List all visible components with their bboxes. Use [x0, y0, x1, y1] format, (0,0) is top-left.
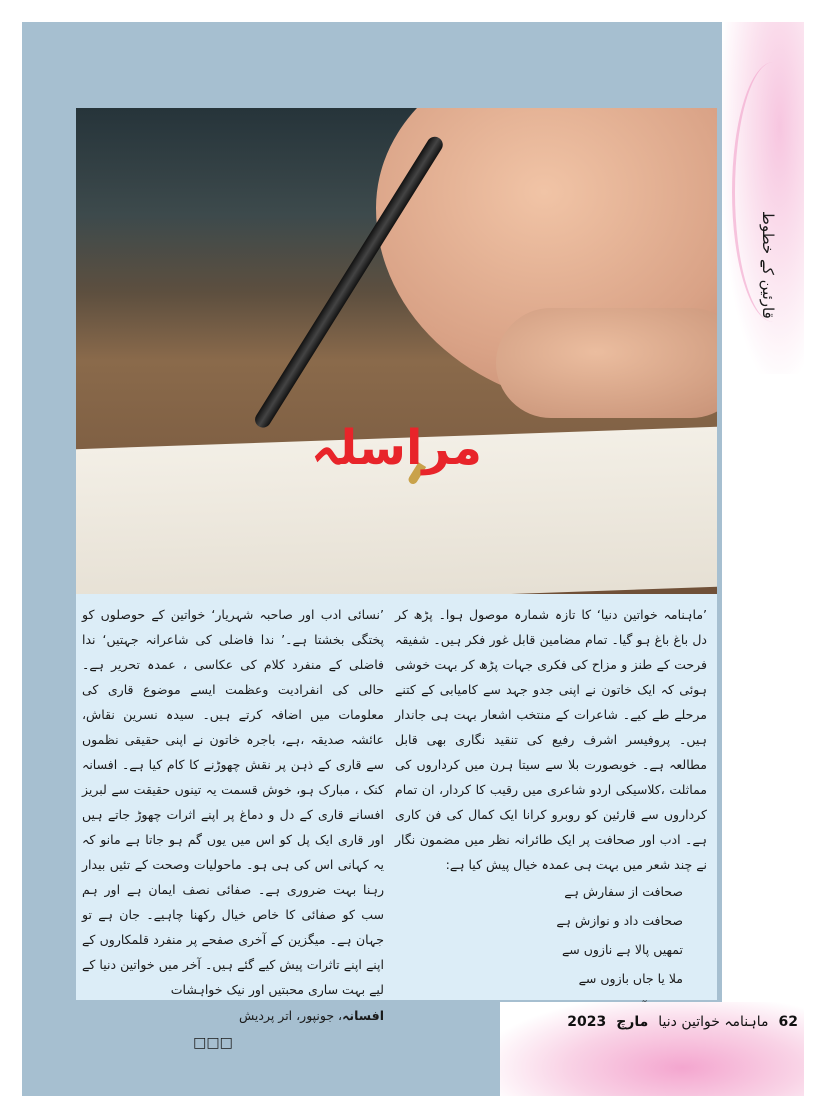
footer: [508, 1008, 798, 1036]
verse-line: صحافت داد و نوازش ہے: [556, 913, 683, 928]
column-right: [395, 602, 707, 1051]
verse-line: صحافت از سفارش ہے: [564, 884, 683, 899]
author-signature: [82, 1002, 384, 1029]
verse-line: تمھیں پالا ہے نازوں سے: [561, 942, 683, 957]
hero-photo-hand-writing: [76, 108, 717, 594]
author-place: ، جونپور، اتر پردیش: [238, 1008, 343, 1023]
paragraph-left: ’نسائی ادب اور صاحبہ شہریار‘ خواتین کے حوصلوں کو پختگی بخشتا ہے۔’ ندا فاضلی کی شاعرانہ جہتیں‘ ندا فاضلی کے منفرد کلام کی عکاسی ، عمدہ تحریر ہے۔ حالی کی انفرادیت وعظمت ایسے موضوع قاری کی معلومات میں اضافہ کرتے ہیں۔ سیدہ نسرین نقاش، عائشہ صدیقہ ،ہے، باجرہ خاتون نے اپنی حقیقی نظموں سے قاری کے ذہن پر نقش چھوڑنے کا کام کیا ہے۔ افسانہ کنک ، مبارک ہو، خوش قسمت یہ تینوں حقیقت سے لبریز افسانے قاری کے دل و دماغ پر اپنے اثرات چھوڑ جاتے ہیں اور قاری ایک پل کو اس میں یوں گم ہو جاتا ہے مانو کہ یہ کہانی اس کی ہی ہو۔ ماحولیات وصحت کے تئیں بیدار رہنا بہت ضروری ہے۔ صفائی نصف ایمان ہے اور ہم سب کو صفائی کا خاص خیال رکھنا چاہیے۔ جان ہے تو جہان ہے۔ میگزین کے آخری صفحے پر منفرد قلمکاروں کے اپنے اپنے تاثرات پیش کیے گئے ہیں۔ آخر میں خواتین دنیا کے لیے بہت ساری محبتیں اور نیک خواہشات: [82, 607, 384, 997]
page-number: 62: [778, 1014, 798, 1030]
verse-line: ملا یا جاں بازوں سے: [578, 971, 683, 986]
footer-magazine: ماہنامہ خواتین دنیا: [658, 1014, 769, 1030]
finger-shape: [496, 308, 717, 418]
end-mark: □□□: [193, 1035, 233, 1051]
article-title: مراسلہ: [311, 420, 482, 476]
column-left: [82, 602, 384, 1057]
section-label: قارئین کے خطوط: [759, 211, 777, 319]
author-name: افسانہ: [342, 1008, 384, 1023]
footer-month: مارچ: [616, 1014, 649, 1030]
footer-year: 2023: [567, 1014, 607, 1030]
paragraph-right: ’ماہنامہ خواتین دنیا‘ کا تازہ شمارہ موصول ہوا۔ پڑھ کر دل باغ باغ ہو گیا۔ تمام مضامین قابل غور فکر ہیں۔ شفیقہ فرحت کے طنز و مزاح کی فکری جہات پڑھ کر بہت خوشی ہوئی کہ ایک خاتون نے اپنی جدو جہد سے کامیابی کے کتنے مرحلے طے کیے۔ شاعرات کے منتخب اشعار بہت ہی جاندار ہیں۔ پروفیسر اشرف رفیع کی تنقید نگاری بھی قابل مطالعہ ہے۔ خوبصورت بلا سے سیتا ہرن میں کرداروں کی مماثلت ،کلاسیکی اردو شاعری میں رقیب کا کردار، ان تمام کرداروں سے قارئین کو روبرو کرانا ایک کمال کی فن کاری ہے۔ ادب اور صحافت پر ایک طائرانہ نظر میں مضمون نگار نے چند شعر میں بہت ہی عمدہ خیال پیش کیا ہے:: [395, 607, 707, 872]
